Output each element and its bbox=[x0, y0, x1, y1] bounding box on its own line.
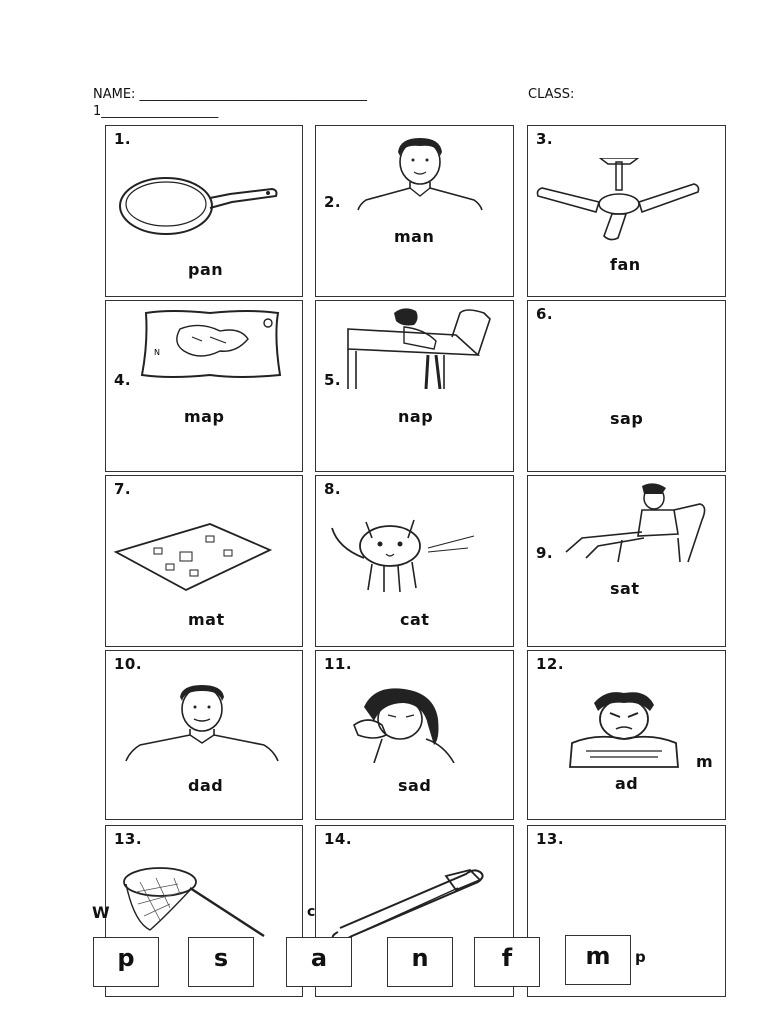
card-word: fan bbox=[610, 255, 641, 274]
card-word: pan bbox=[188, 260, 224, 279]
card-word: map bbox=[184, 407, 225, 426]
header-line-two: 1__________________ bbox=[93, 104, 219, 119]
ceiling-fan-icon bbox=[534, 158, 704, 243]
card-word: sad bbox=[398, 776, 432, 795]
mat-icon bbox=[114, 520, 274, 592]
class-label: CLASS: bbox=[528, 87, 575, 102]
card-4 bbox=[105, 300, 303, 472]
safety-pin-icon bbox=[328, 866, 488, 942]
card-12 bbox=[527, 650, 726, 820]
card-word: man bbox=[394, 227, 435, 246]
card-word: dad bbox=[188, 776, 224, 795]
card-number: 10. bbox=[114, 655, 143, 673]
card-number: 5. bbox=[324, 371, 342, 389]
svg-text:N: N bbox=[154, 348, 160, 357]
card-number: 4. bbox=[114, 371, 132, 389]
card-5 bbox=[315, 300, 514, 472]
card-extra-letter: m bbox=[696, 752, 714, 771]
letter-tile-f[interactable]: f bbox=[474, 937, 540, 987]
card-number: 13. bbox=[114, 830, 143, 848]
card-1 bbox=[105, 125, 303, 297]
card-word: nap bbox=[398, 407, 434, 426]
card-10 bbox=[105, 650, 303, 820]
card-8 bbox=[315, 475, 514, 647]
dad-icon bbox=[124, 683, 282, 763]
card-number: 8. bbox=[324, 480, 342, 498]
card-word: mat bbox=[188, 610, 225, 629]
fragment-p: p bbox=[635, 948, 646, 966]
card-number: 2. bbox=[324, 193, 342, 211]
card-number: 12. bbox=[536, 655, 565, 673]
sad-girl-icon bbox=[334, 685, 474, 763]
card-word: sap bbox=[610, 409, 644, 428]
card-number: 1. bbox=[114, 130, 132, 148]
letter-tile-a[interactable]: a bbox=[286, 937, 352, 987]
fragment-w: W bbox=[92, 903, 110, 922]
card-3 bbox=[527, 125, 726, 297]
letter-tile-s[interactable]: s bbox=[188, 937, 254, 987]
card-9 bbox=[527, 475, 726, 647]
frying-pan-icon bbox=[118, 174, 288, 244]
card-word: sat bbox=[610, 579, 640, 598]
card-number: 6. bbox=[536, 305, 554, 323]
card-number: 7. bbox=[114, 480, 132, 498]
card-number: 3. bbox=[536, 130, 554, 148]
boy-napping-icon bbox=[344, 305, 494, 389]
letter-tile-p[interactable]: p bbox=[93, 937, 159, 987]
treasure-map-icon bbox=[140, 307, 284, 381]
card-number: 11. bbox=[324, 655, 353, 673]
card-6 bbox=[527, 300, 726, 472]
card-number: 9. bbox=[536, 544, 554, 562]
angry-boy-icon bbox=[566, 689, 682, 769]
name-label: NAME: ___________________________________ bbox=[93, 87, 368, 102]
card-7 bbox=[105, 475, 303, 647]
card-word: cat bbox=[400, 610, 430, 629]
cat-icon bbox=[328, 514, 478, 594]
card-word: ad bbox=[615, 774, 639, 793]
butterfly-net-icon bbox=[120, 864, 268, 940]
card-number: 13. bbox=[536, 830, 565, 848]
letter-tile-n[interactable]: n bbox=[387, 937, 453, 987]
letter-tile-m[interactable]: m bbox=[565, 935, 631, 985]
fragment-c: c bbox=[307, 904, 316, 920]
card-number: 14. bbox=[324, 830, 353, 848]
card-2 bbox=[315, 125, 514, 297]
boy-sitting-icon bbox=[562, 480, 712, 564]
card-11 bbox=[315, 650, 514, 820]
man-icon bbox=[356, 134, 490, 212]
